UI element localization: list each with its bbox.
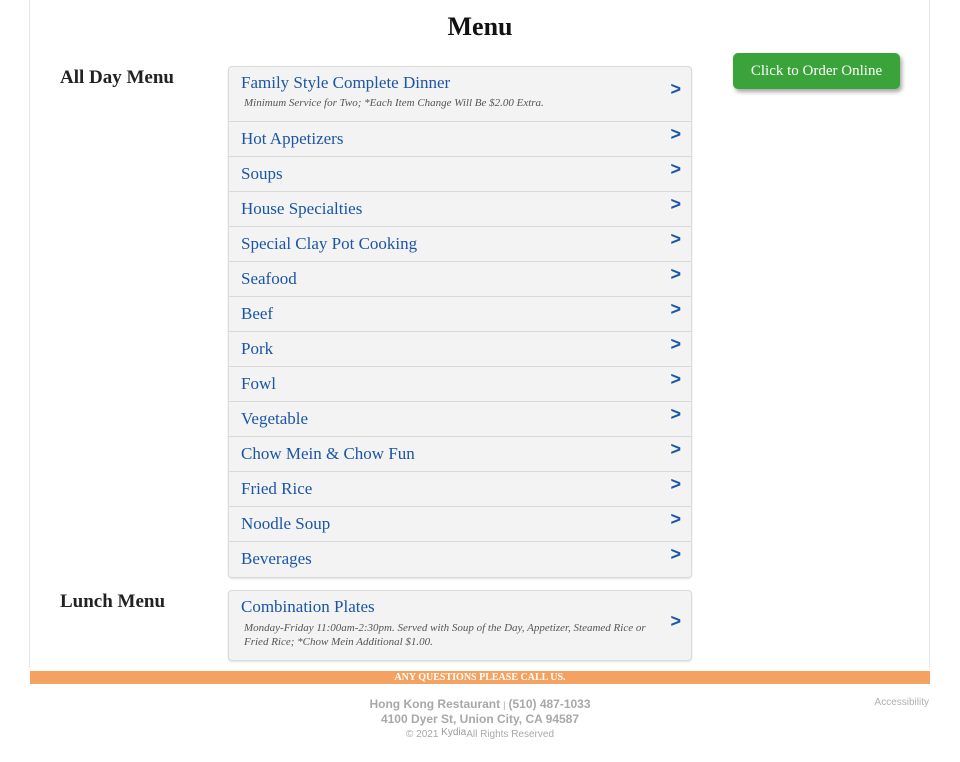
questions-banner: ANY QUESTIONS PLEASE CALL US.: [30, 671, 930, 684]
menu-item-label: Hot Appetizers: [241, 129, 344, 148]
phone-link[interactable]: (510) 487-1033: [508, 697, 591, 711]
menu-item-label: Pork: [241, 339, 274, 358]
address: 4100 Dyer St, Union City, CA 94587: [380, 712, 580, 726]
menu-item-soups[interactable]: [229, 157, 691, 192]
menu-item-label: House Specialties: [241, 199, 363, 218]
menu-item-label: Noodle Soup: [241, 514, 331, 533]
order-online-button[interactable]: Click to Order Online: [733, 53, 900, 89]
menu-item-fowl[interactable]: [229, 367, 691, 402]
menu-item-beef[interactable]: [229, 297, 691, 332]
menu-item-label: Combination Plates: [241, 597, 375, 616]
restaurant-name: Hong Kong Restaurant: [369, 697, 501, 711]
menu-item-label: Beverages: [241, 549, 312, 568]
chevron-right-icon: >: [670, 439, 681, 459]
menu-item-family-dinner[interactable]: [229, 67, 691, 122]
menu-item-seafood[interactable]: [229, 262, 691, 297]
chevron-right-icon: >: [670, 264, 681, 284]
chevron-right-icon: >: [670, 124, 681, 144]
menu-item-label: Fowl: [241, 374, 276, 393]
menu-item-house-specialties[interactable]: [229, 192, 691, 227]
menu-item-noodle-soup[interactable]: [229, 507, 691, 542]
chevron-right-icon: >: [670, 79, 681, 99]
menu-item-clay-pot[interactable]: [229, 227, 691, 262]
menu-item-vegetable[interactable]: [229, 402, 691, 437]
menu-item-label: Vegetable: [241, 409, 309, 428]
accessibility-link[interactable]: Accessibility: [874, 697, 929, 708]
chevron-right-icon: >: [670, 369, 681, 389]
menu-item-pork[interactable]: [229, 332, 691, 367]
menu-item-combination-plates[interactable]: [229, 591, 691, 660]
chevron-right-icon: >: [670, 474, 681, 494]
chevron-right-icon: >: [670, 544, 681, 564]
all-day-menu-list: [228, 66, 692, 578]
footer: [0, 697, 960, 744]
chevron-right-icon: >: [670, 334, 681, 354]
kydia-link[interactable]: Kydia: [441, 727, 467, 738]
copyright: © 2021: [405, 729, 439, 740]
page-title: Menu: [447, 12, 513, 41]
chevron-right-icon: >: [670, 159, 681, 179]
footer-separator: |: [503, 700, 506, 710]
chevron-right-icon: >: [670, 611, 681, 631]
chevron-right-icon: >: [670, 229, 681, 249]
menu-item-label: Seafood: [241, 269, 297, 288]
menu-item-label: Special Clay Pot Cooking: [241, 234, 418, 253]
menu-item-label: Family Style Complete Dinner: [241, 73, 451, 92]
menu-item-label: Chow Mein & Chow Fun: [241, 444, 415, 463]
menu-item-description: Minimum Service for Two; *Each Item Change Will Be $2.00 Extra.: [244, 97, 544, 109]
menu-item-label: Soups: [241, 164, 283, 183]
lunch-menu-list: [228, 590, 692, 661]
chevron-right-icon: >: [670, 509, 681, 529]
menu-item-chow-mein[interactable]: [229, 437, 691, 472]
chevron-right-icon: >: [670, 404, 681, 424]
menu-item-hot-appetizers[interactable]: [229, 122, 691, 157]
chevron-right-icon: >: [670, 194, 681, 214]
menu-item-fried-rice[interactable]: [229, 472, 691, 507]
menu-item-label: Beef: [241, 304, 274, 323]
rights-text: All Rights Reserved: [466, 729, 554, 740]
chevron-right-icon: >: [670, 299, 681, 319]
menu-item-label: Fried Rice: [241, 479, 313, 498]
menu-item-beverages[interactable]: [229, 542, 691, 577]
section-label-lunch: Lunch Menu: [60, 591, 166, 612]
section-label-all-day: All Day Menu: [60, 67, 174, 88]
menu-item-description: Monday-Friday 11:00am-2:30pm. Served with Soup of the Day, Appetizer, Steamed Rice or Fried Rice; *Chow Mein Additional $1.00.: [244, 622, 646, 648]
